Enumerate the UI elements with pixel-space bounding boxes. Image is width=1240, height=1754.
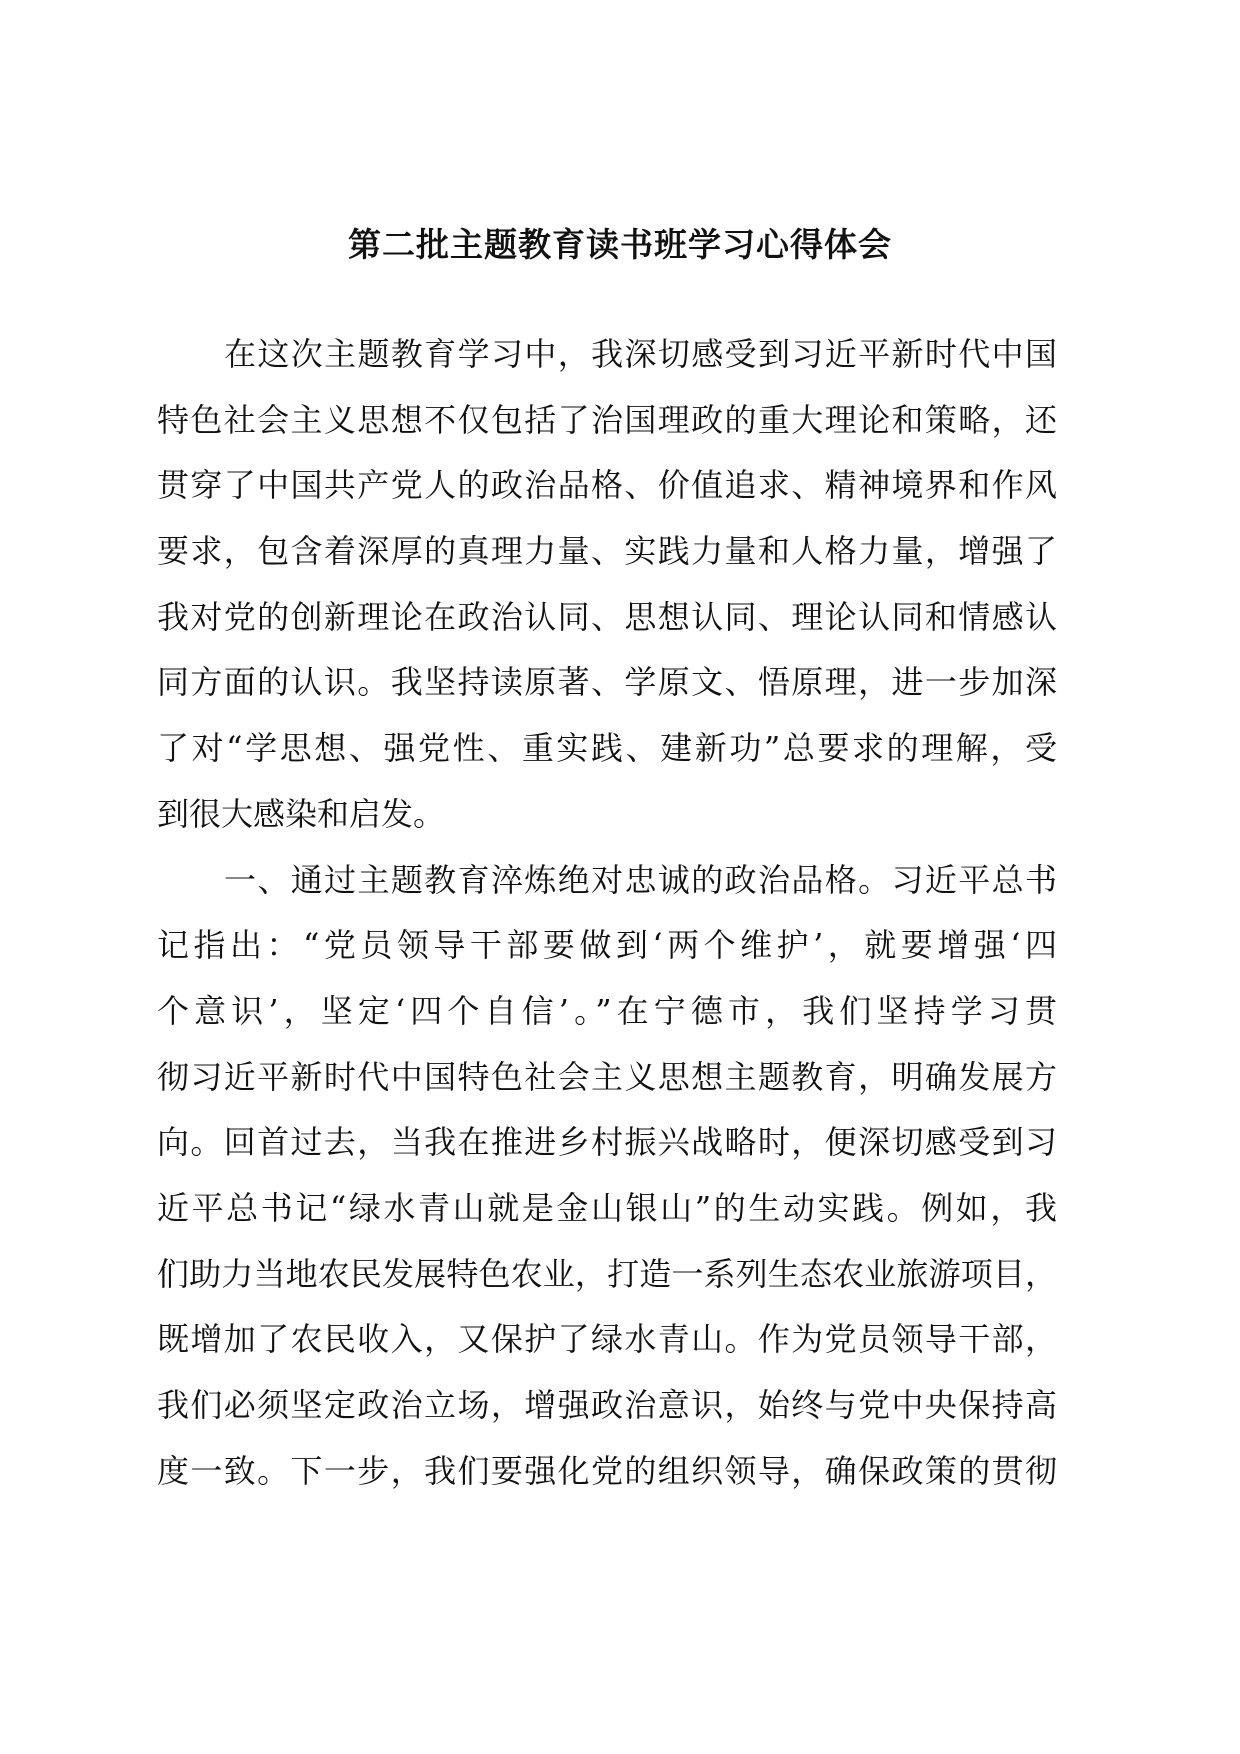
paragraph-2-line-3: 个意识’，坚定‘四个自信’。”在宁德市，我们坚持学习贯 [157,991,1057,1030]
document-title: 第二批主题教育读书班学习心得体会 [348,225,892,264]
paragraph-1-line-8: 到很大感染和启发。 [157,794,446,833]
paragraph-2-line-2: 记指出：“党员领导干部要做到‘两个维护’，就要增强‘四 [157,926,1057,965]
paragraph-1-line-7: 了对“学思想、强党性、重实践、建新功”总要求的理解，受 [157,729,1057,768]
paragraph-2-line-9: 我们必须坚定政治立场，增强政治意识，始终与党中央保持高 [157,1386,1057,1424]
paragraph-1-line-3: 贯穿了中国共产党人的政治品格、价值追求、精神境界和作风 [157,466,1057,505]
document-body [157,322,1057,1504]
paragraph-1-line-4: 要求，包含着深厚的真理力量、实践力量和人格力量，增强了 [157,532,1057,571]
paragraph-2-line-7: 们助力当地农民发展特色农业，打造一系列生态农业旅游项目， [157,1254,1057,1293]
paragraph-2-line-8: 既增加了农民收入，又保护了绿水青山。作为党员领导干部， [157,1320,1057,1359]
paragraph-1-line-2: 特色社会主义思想不仅包括了治国理政的重大理论和策略，还 [157,400,1057,439]
paragraph-2-line-4: 彻习近平新时代中国特色社会主义思想主题教育，明确发展方 [157,1057,1057,1096]
paragraph-1-line-1: 在这次主题教育学习中，我深切感受到习近平新时代中国 [224,335,1057,373]
paragraph-2-line-5: 向。回首过去，当我在推进乡村振兴战略时，便深切感受到习 [157,1123,1057,1162]
paragraph-1-line-6: 同方面的认识。我坚持读原著、学原文、悟原理，进一步加深 [157,663,1057,702]
paragraph-2-line-6: 近平总书记“绿水青山就是金山银山”的生动实践。例如，我 [157,1188,1057,1227]
paragraph-2-line-1: 一、通过主题教育淬炼绝对忠诚的政治品格。习近平总书 [224,860,1057,899]
paragraph-2-line-10: 度一致。下一步，我们要强化党的组织领导，确保政策的贯彻 [157,1451,1057,1490]
paragraph-1-line-5: 我对党的创新理论在政治认同、思想认同、理论认同和情感认 [157,597,1057,636]
